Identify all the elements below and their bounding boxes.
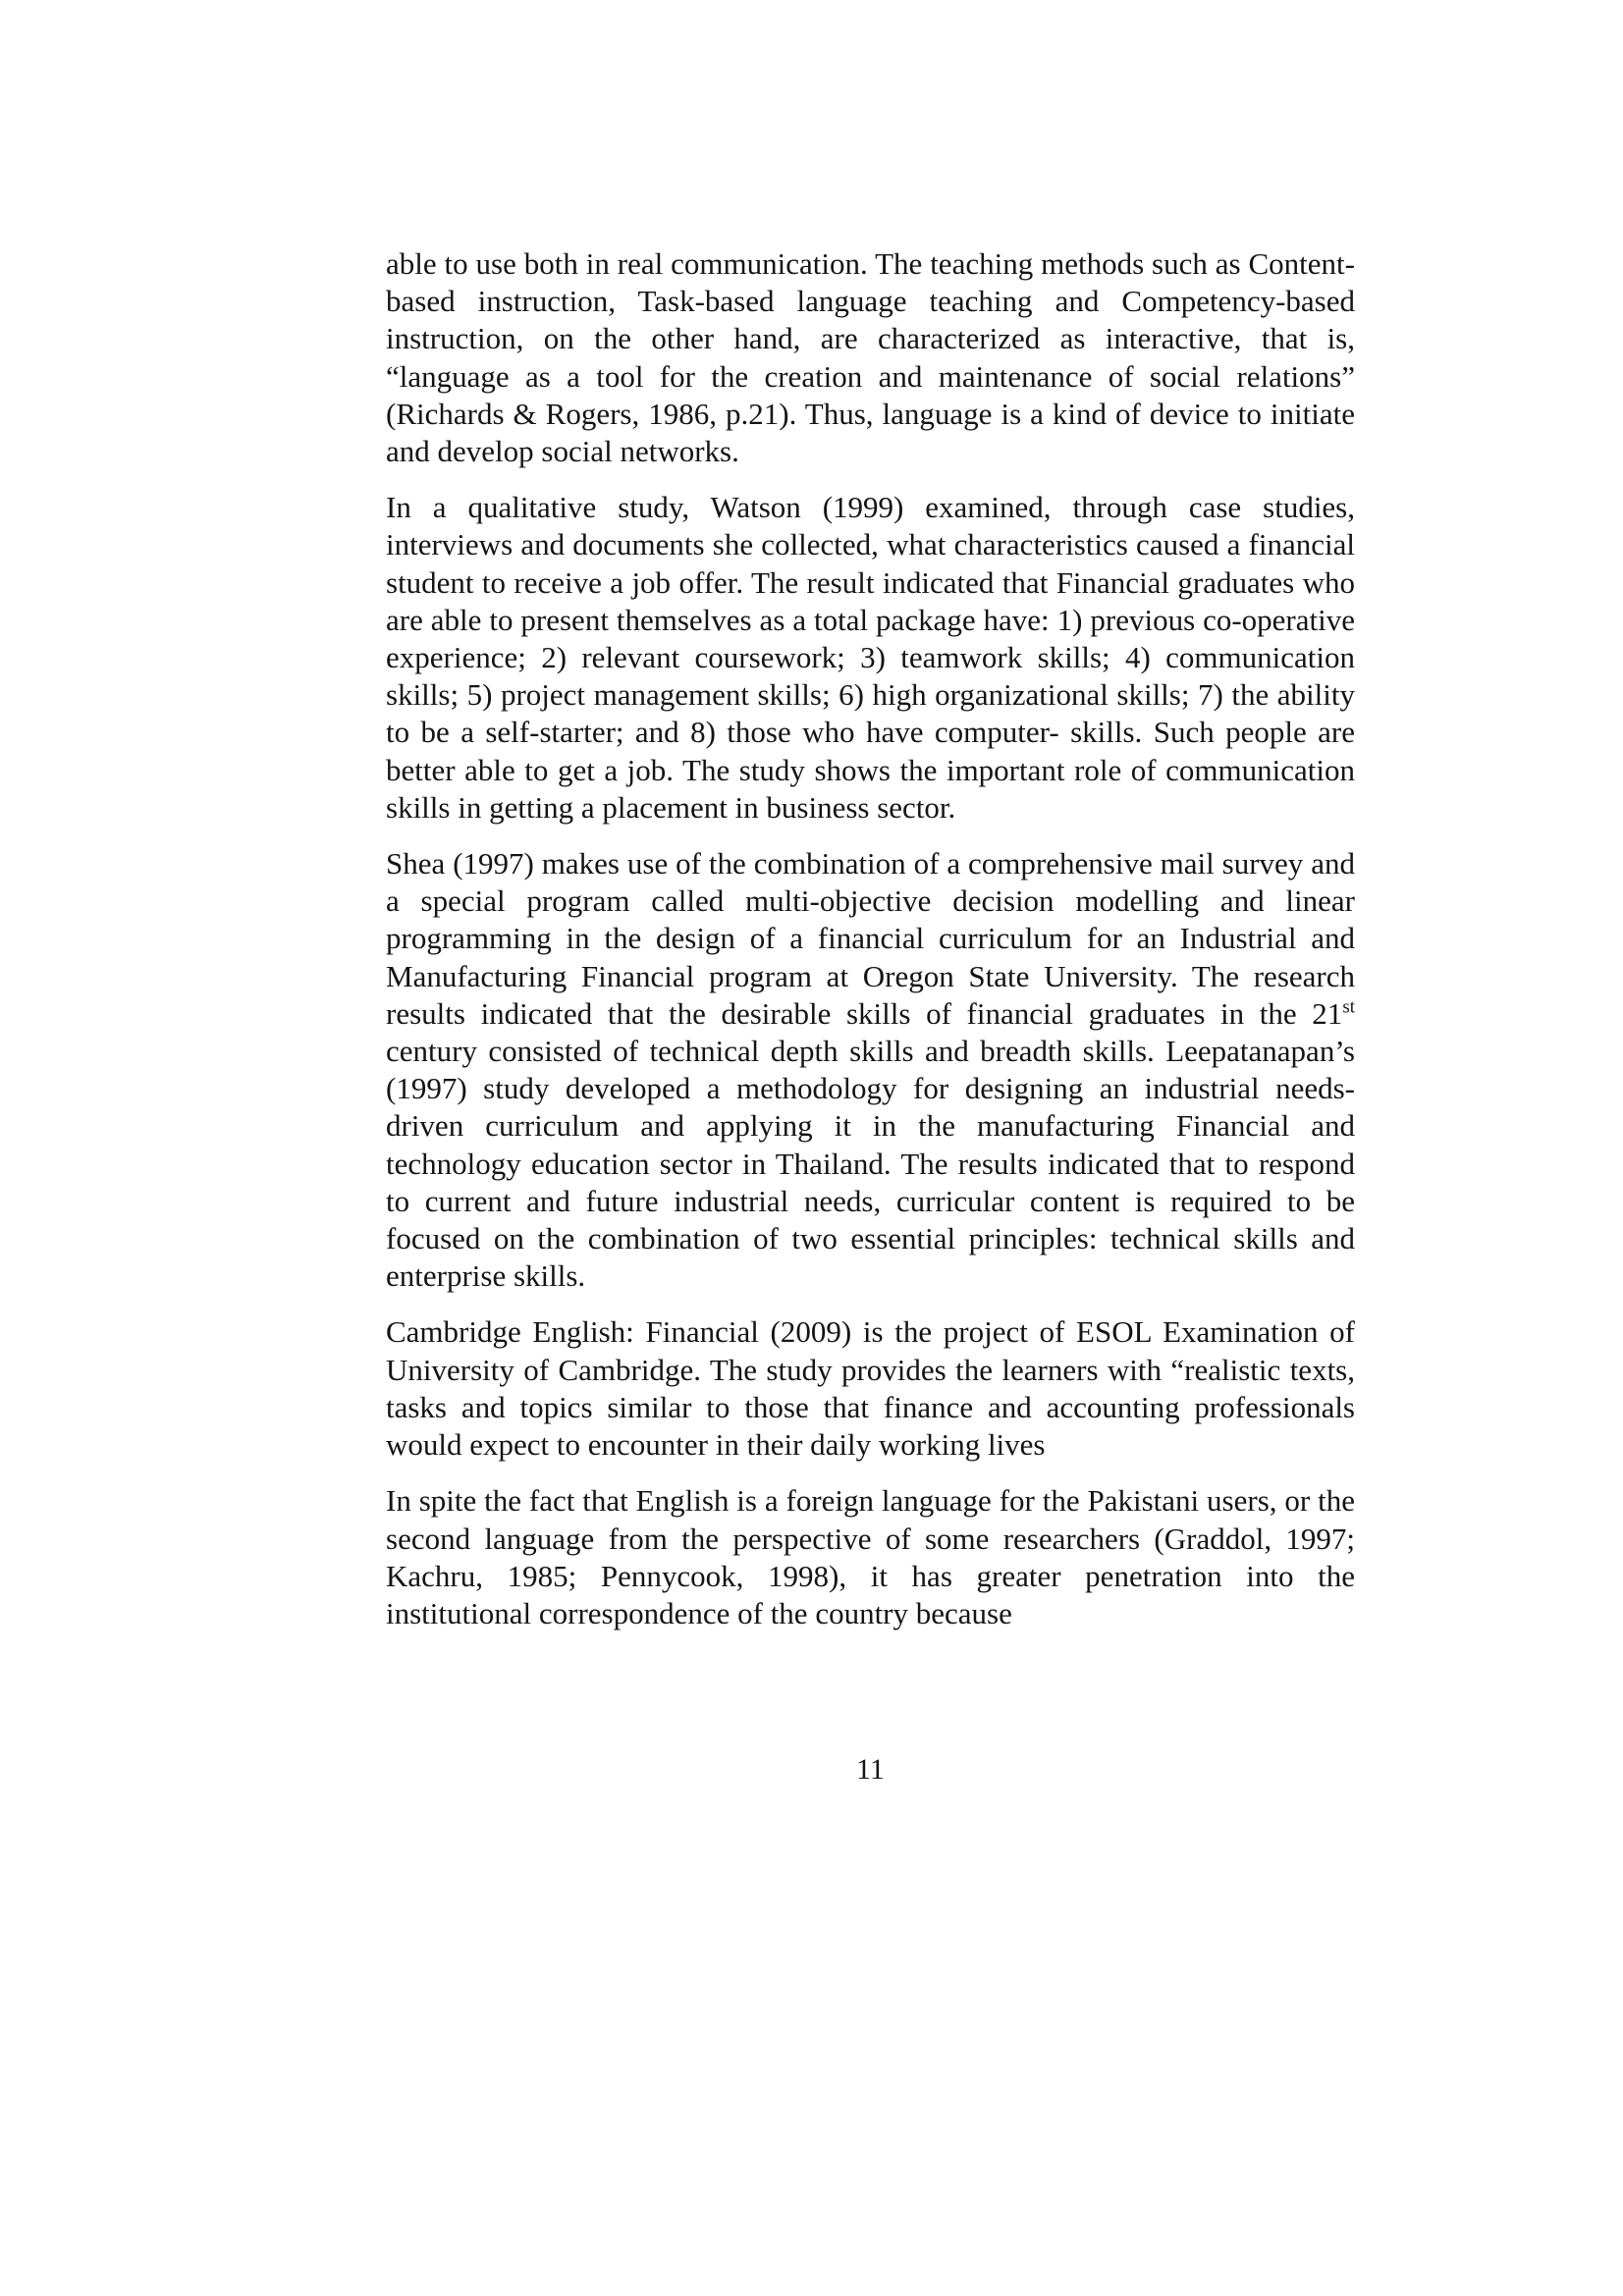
- paragraph-watson-study: In a qualitative study, Watson (1999) examined, through case studies, interviews and documents she collected, what characteristics caused a financial student to receive a job offer. The result indicated that Financial graduates who are able to present themselves as a total package have: 1) previous co-operative experience; 2) relevant coursework; 3) teamwork skills; 4) communication skills; 5) project management skills; 6) high organizational skills; 7) the ability to be a self-starter; and 8) those who have computer- skills. Such people are better able to get a job. The study shows the important role of communication skills in getting a placement in business sector.: [386, 490, 1355, 825]
- paragraph-cambridge-english: Cambridge English: Financial (2009) is the project of ESOL Examination of University of Cambridge. The study provides the learners with “realistic texts, tasks and topics similar to those that finance and accounting professionals would expect to encounter in their daily working lives: [386, 1314, 1355, 1463]
- shea-text-before: Shea (1997) makes use of the combination of a comprehensive mail survey and a special program called multi-objective decision modelling and linear programming in the design of a financial curriculum for an Industrial and Manufacturing Financial program at Oregon State University. The research results indicated that the desirable skills of financial graduates in the 21: [386, 846, 1355, 1031]
- page-number: 11: [856, 1753, 885, 1786]
- paragraph-communication-methods: able to use both in real communication. The teaching methods such as Content-based instruction, Task-based language teaching and Competency-based instruction, on the other hand, are characterized as interactive, that is, “language as a tool for the creation and maintenance of social relations” (Richards & Rogers, 1986, p.21). Thus, language is a kind of device to initiate and develop social networks.: [386, 246, 1355, 469]
- body-text: [386, 245, 1355, 1651]
- shea-text-after: century consisted of technical depth skills and breadth skills. Leepatanapan’s (1997) study developed a methodology for designing an industrial needs-driven curriculum and applying it in the manufacturing Financial and technology education sector in Thailand. The results indicated that to respond to current and future industrial needs, curricular content is required to be focused on the combination of two essential principles: technical skills and enterprise skills.: [386, 1034, 1355, 1294]
- paragraph-english-pakistan: In spite the fact that English is a foreign language for the Pakistani users, or the second language from the perspective of some researchers (Graddol, 1997; Kachru, 1985; Pennycook, 1998), it has greater penetration into the institutional correspondence of the country because: [386, 1483, 1355, 1630]
- ordinal-superscript: st: [1342, 996, 1355, 1018]
- paragraph-shea-study: [386, 845, 1355, 1295]
